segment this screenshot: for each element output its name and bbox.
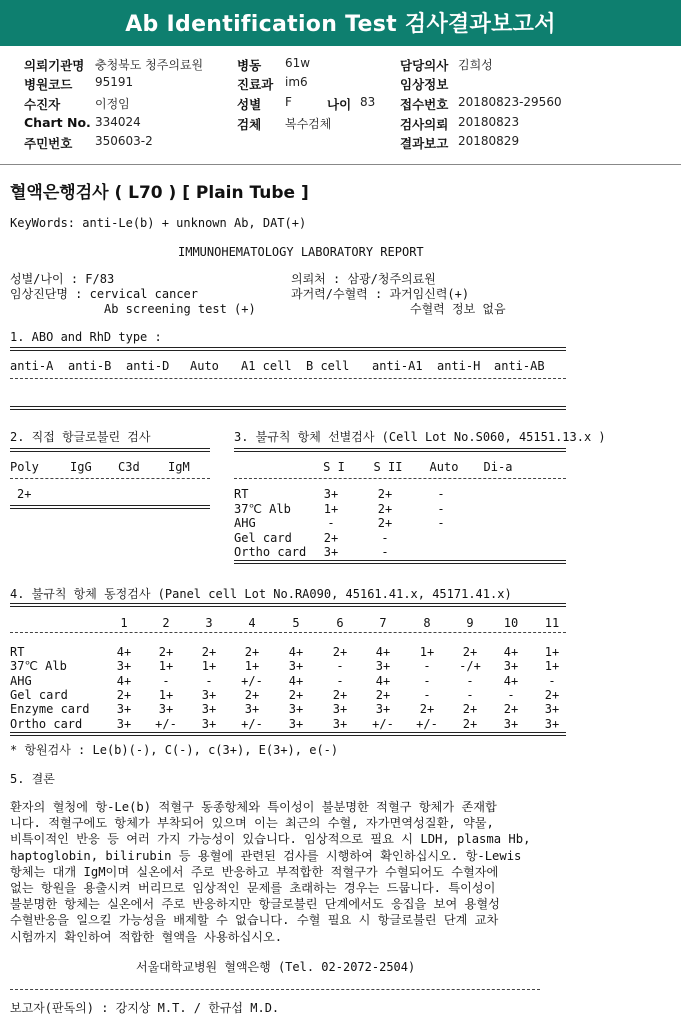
sec4-header-cell: 10 bbox=[503, 616, 519, 630]
sec4-row-label: RT bbox=[10, 645, 25, 659]
sec4-cell: 3+ bbox=[288, 659, 304, 674]
sec4-header-cell: 5 bbox=[292, 616, 300, 630]
divider bbox=[10, 406, 566, 410]
antigen-test-line: * 항원검사 : Le(b)(-), C(-), c(3+), E(3+), e(-) bbox=[10, 743, 339, 757]
sec4-cell: 2+ bbox=[462, 645, 478, 659]
sec3-cell: 2+ bbox=[377, 487, 393, 501]
sec4-cell: - bbox=[423, 673, 431, 688]
code-value: 95191 bbox=[95, 75, 134, 89]
sec4-cell: 3+ bbox=[201, 716, 217, 731]
sec3-cell: 2+ bbox=[377, 516, 393, 530]
sec4-cell: 3+ bbox=[116, 659, 132, 674]
sec4-cell: 4+ bbox=[375, 645, 391, 659]
sec4-row-label: Gel card bbox=[10, 687, 68, 702]
dept-label: 진료과 bbox=[237, 77, 274, 92]
sex-value: F bbox=[285, 95, 292, 109]
sec4-cell: -/+ bbox=[459, 659, 481, 674]
sec4-header-cell: 6 bbox=[336, 616, 344, 630]
sec4-cell: 2+ bbox=[332, 687, 348, 702]
sec4-header-cell: 7 bbox=[379, 616, 387, 630]
sec4-cell: 2+ bbox=[158, 645, 174, 659]
sec4-cell: 3+ bbox=[288, 716, 304, 731]
sec4-cell: +/- bbox=[241, 673, 263, 688]
sec3-header-cell: Auto bbox=[429, 460, 459, 474]
sec1-header-cell: anti-AB bbox=[494, 359, 545, 373]
sec4-cell: 2+ bbox=[544, 687, 560, 702]
conclusion-line: 니다. 적혈구에도 항체가 부착되어 있으며 이는 최근의 수혈, 자가면역성질환, 약물, bbox=[10, 816, 494, 831]
sec4-cell: 1+ bbox=[544, 659, 560, 674]
sec4-cell: 4+ bbox=[116, 673, 132, 688]
divider bbox=[10, 505, 210, 509]
sec3-cell: - bbox=[437, 501, 445, 516]
diagnosis-line: 임상진단명 : cervical cancer bbox=[10, 287, 199, 301]
sec4-cell: 3+ bbox=[544, 716, 560, 731]
sec4-cell: 3+ bbox=[158, 702, 174, 717]
sec3-header-cell: S II bbox=[373, 460, 403, 474]
requested-label: 검사의뢰 bbox=[400, 117, 449, 132]
divider bbox=[234, 478, 566, 479]
sec4-cell: +/- bbox=[416, 716, 438, 731]
sec4-cell: 2+ bbox=[462, 702, 478, 717]
sec4-cell: 4+ bbox=[116, 645, 132, 659]
reporter-line: 보고자(판독의) : 강지상 M.T. / 한규섭 M.D. bbox=[10, 1001, 280, 1015]
conclusion-line: haptoglobin, bilirubin 등 용혈에 관련된 검사를 시행하여 확인하십시오. 항-Lewis bbox=[10, 848, 522, 863]
sec2-header-cell: C3d bbox=[118, 460, 140, 474]
sec4-cell: 3+ bbox=[544, 702, 560, 717]
keywords: KeyWords: anti-Le(b) + unknown Ab, DAT(+) bbox=[10, 216, 307, 230]
sec4-cell: 4+ bbox=[503, 645, 519, 659]
sec1-header-cell: A1 cell bbox=[241, 359, 292, 373]
sec4-cell: 4+ bbox=[503, 673, 519, 688]
sec4-cell: - bbox=[336, 659, 344, 674]
sec4-cell: 3+ bbox=[503, 716, 519, 731]
conclusion-line: 시험까지 확인하여 적합한 혈액을 사용하십시오. bbox=[10, 929, 283, 944]
sec4-header-cell: 8 bbox=[423, 616, 431, 630]
sec3-cell: - bbox=[437, 516, 445, 530]
sec1-header-cell: B cell bbox=[306, 359, 350, 373]
sec3-cell: - bbox=[381, 545, 389, 559]
divider bbox=[10, 989, 540, 990]
sec1-header-cell: anti-H bbox=[437, 359, 481, 373]
sec4-cell: 3+ bbox=[332, 716, 348, 731]
sec4-cell: - bbox=[205, 673, 213, 688]
sec3-cell: 1+ bbox=[323, 501, 339, 516]
sec1-header-cell: anti-A bbox=[10, 359, 54, 373]
sec4-cell: 4+ bbox=[375, 673, 391, 688]
hospital-label: 의뢰기관명 bbox=[24, 58, 85, 73]
referral-line: 의뢰처 : 삼광/청주의료원 bbox=[291, 272, 436, 286]
conclusion-line: 없는 항원을 용출시켜 버리므로 임상적인 문제를 초래하는 경우는 드뭅니다. 특이성이 bbox=[10, 881, 496, 896]
sex-label: 성별 bbox=[237, 97, 262, 112]
divider bbox=[10, 732, 566, 736]
doctor-value: 김희성 bbox=[458, 58, 493, 72]
sec4-cell: 1+ bbox=[158, 659, 174, 674]
sec4-cell: 2+ bbox=[288, 687, 304, 702]
sec2-header-cell: Poly bbox=[10, 460, 39, 474]
sec4-cell: 2+ bbox=[462, 716, 478, 731]
rrn-label: 주민번호 bbox=[24, 136, 73, 151]
sec4-cell: +/- bbox=[241, 716, 263, 731]
recipient-label: 수진자 bbox=[24, 97, 61, 112]
conclusion-paragraph bbox=[10, 799, 602, 945]
sec4-cell: 1+ bbox=[201, 659, 217, 674]
sec3-title: 3. 불규칙 항체 선별검사 (Cell Lot No.S060, 45151.13.x ) bbox=[234, 430, 606, 444]
reported-label: 결과보고 bbox=[400, 136, 449, 151]
sec4-cell: - bbox=[336, 673, 344, 688]
sec3-row-label: Ortho card bbox=[234, 545, 307, 559]
sec4-cell: +/- bbox=[155, 716, 177, 731]
sec4-cell: - bbox=[548, 673, 556, 688]
chart-value: 334024 bbox=[95, 115, 141, 129]
dept-value: im6 bbox=[285, 75, 308, 89]
divider bbox=[10, 603, 566, 607]
sec4-cell: 2+ bbox=[332, 645, 348, 659]
specimen-label: 검체 bbox=[237, 117, 262, 132]
conclusion-line: 환자의 혈청에 항-Le(b) 적혈구 동종항체와 특이성이 불분명한 적혈구 항체가 존재합 bbox=[10, 800, 497, 814]
diagnosis-line2: Ab screening test (+) bbox=[104, 302, 256, 316]
sec4-header-cell: 1 bbox=[120, 616, 128, 630]
lab-report bbox=[0, 166, 681, 1033]
sec4-header-cell: 2 bbox=[162, 616, 170, 630]
sec2-value: 2+ bbox=[17, 487, 32, 501]
sec4-cell: 3+ bbox=[116, 716, 132, 731]
sec1-header-cell: anti-A1 bbox=[372, 359, 423, 373]
sec4-cell: 2+ bbox=[201, 645, 217, 659]
sec3-row-label: RT bbox=[234, 487, 249, 501]
sec4-cell: 2+ bbox=[419, 702, 435, 717]
divider bbox=[10, 478, 210, 479]
sec4-cell: - bbox=[423, 659, 431, 674]
sec4-cell: 2+ bbox=[116, 687, 132, 702]
report-header-title: Ab Identification Test 검사결과보고서 bbox=[0, 0, 681, 46]
sec4-cell: - bbox=[466, 687, 474, 702]
sec1-title: 1. ABO and RhD type : bbox=[10, 330, 162, 344]
clinical-label: 임상정보 bbox=[400, 77, 449, 92]
doctor-label: 담당의사 bbox=[400, 58, 449, 73]
sec4-row-label: Enzyme card bbox=[10, 702, 90, 717]
rrn-value: 350603-2 bbox=[95, 134, 153, 148]
sec3-cell: - bbox=[437, 487, 445, 501]
sec3-row-label: Gel card bbox=[234, 530, 292, 545]
sex-age-line: 성별/나이 : F/83 bbox=[10, 272, 115, 286]
sec3-header-cell: Di-a bbox=[483, 460, 513, 474]
sec4-cell: - bbox=[507, 687, 515, 702]
sec1-header-cell: Auto bbox=[190, 359, 219, 373]
sec3-cell: 3+ bbox=[323, 487, 339, 501]
ward-value: 61w bbox=[285, 56, 311, 70]
sec4-cell: 4+ bbox=[288, 645, 304, 659]
sec2-title: 2. 직접 항글로불린 검사 bbox=[10, 430, 151, 444]
sec4-cell: 3+ bbox=[116, 702, 132, 717]
patient-info-panel bbox=[0, 46, 681, 165]
chart-label: Chart No. bbox=[24, 115, 91, 130]
sec4-cell: 3+ bbox=[375, 702, 391, 717]
sec3-row-label: 37℃ Alb bbox=[234, 501, 291, 516]
sec3-row-label: AHG bbox=[234, 516, 256, 530]
sec4-cell: 3+ bbox=[503, 659, 519, 674]
divider bbox=[10, 347, 566, 351]
requested-value: 20180823 bbox=[458, 115, 520, 129]
sec4-cell: - bbox=[162, 673, 170, 688]
recipient-value: 이정임 bbox=[95, 97, 130, 111]
sec4-cell: - bbox=[423, 687, 431, 702]
sec4-cell: 3+ bbox=[332, 702, 348, 717]
sec4-cell: 1+ bbox=[544, 645, 560, 659]
divider bbox=[10, 378, 566, 379]
conclusion-line: 불분명한 항체는 실온에서 주로 반응하지만 항글로불린 단계에서도 응집을 보여 용혈성 bbox=[10, 897, 500, 912]
sec4-cell: 1+ bbox=[419, 645, 435, 659]
divider bbox=[234, 448, 566, 452]
sec2-header-cell: IgG bbox=[70, 460, 92, 474]
sec4-cell: 4+ bbox=[288, 673, 304, 688]
sec3-header-cell: S I bbox=[323, 460, 345, 474]
conclusion-line: 항체는 대개 IgM이며 실온에서 주로 반응하고 부적합한 적혈구가 수혈되어도 수혈자에 bbox=[10, 864, 499, 879]
hospital-value: 충청북도 청주의료원 bbox=[95, 58, 204, 72]
sec4-row-label: Ortho card bbox=[10, 716, 83, 731]
sec3-cell: 3+ bbox=[323, 545, 339, 559]
sec2-header-cell: IgM bbox=[168, 460, 190, 474]
sec4-cell: 1+ bbox=[158, 687, 174, 702]
history-line: 과거력/수혈력 : 과거임신력(+) bbox=[291, 287, 470, 301]
sec4-cell: 2+ bbox=[503, 702, 519, 717]
sec3-cell: - bbox=[381, 530, 389, 545]
sec4-header-cell: 11 bbox=[544, 616, 560, 630]
age-value: 83 bbox=[360, 95, 376, 109]
conclusion-line: 비특이적인 반응 등 여러 가지 가능성이 있습니다. 임상적으로 필요 시 LDH, plasma Hb, bbox=[10, 832, 531, 847]
ward-label: 병동 bbox=[237, 58, 262, 73]
specimen-value: 복수검체 bbox=[285, 117, 332, 131]
sec4-row-label: 37℃ Alb bbox=[10, 659, 67, 674]
sec4-header-cell: 4 bbox=[248, 616, 256, 630]
sec4-cell: 3+ bbox=[244, 702, 260, 717]
sec3-cell: 2+ bbox=[323, 530, 339, 545]
sec5-title: 5. 결론 bbox=[10, 772, 55, 786]
sec4-cell: 3+ bbox=[201, 687, 217, 702]
receipt-label: 접수번호 bbox=[400, 97, 449, 112]
conclusion-line: 수혈반응을 일으킬 가능성을 배제할 수 없습니다. 수혈 필요 시 항글로불린 단계 교차 bbox=[10, 913, 499, 928]
sec3-cell: - bbox=[327, 516, 335, 530]
sec4-header-cell: 3 bbox=[205, 616, 213, 630]
receipt-value: 20180823-29560 bbox=[458, 95, 562, 109]
code-label: 병원코드 bbox=[24, 77, 73, 92]
reported-value: 20180829 bbox=[458, 134, 520, 148]
divider bbox=[234, 560, 566, 564]
age-label: 나이 bbox=[327, 97, 352, 112]
divider bbox=[10, 632, 566, 633]
footer-organization: 서울대학교병원 혈액은행 (Tel. 02-2072-2504) bbox=[136, 960, 416, 974]
history-line2: 수혈력 정보 없음 bbox=[410, 302, 506, 316]
sec4-cell: 2+ bbox=[244, 645, 260, 659]
sec4-cell: - bbox=[466, 673, 474, 688]
sec3-cell: 2+ bbox=[377, 501, 393, 516]
sec4-title: 4. 불규칙 항체 동정검사 (Panel cell Lot No.RA090, 45161.41.x, 45171.41.x) bbox=[10, 587, 512, 601]
divider bbox=[10, 448, 210, 452]
sec4-header-cell: 9 bbox=[466, 616, 474, 630]
sec1-header-cell: anti-D bbox=[126, 359, 170, 373]
sec4-cell: 2+ bbox=[244, 687, 260, 702]
sec4-cell: +/- bbox=[372, 716, 394, 731]
sec4-row-label: AHG bbox=[10, 673, 32, 688]
sec1-header-cell: anti-B bbox=[68, 359, 112, 373]
sec4-cell: 1+ bbox=[244, 659, 260, 674]
sec4-cell: 3+ bbox=[288, 702, 304, 717]
report-title: 혈액은행검사 ( L70 ) [ Plain Tube ] bbox=[10, 183, 309, 203]
sec4-cell: 2+ bbox=[375, 687, 391, 702]
lab-report-title: IMMUNOHEMATOLOGY LABORATORY REPORT bbox=[178, 245, 424, 259]
sec4-cell: 3+ bbox=[375, 659, 391, 674]
sec4-cell: 3+ bbox=[201, 702, 217, 717]
